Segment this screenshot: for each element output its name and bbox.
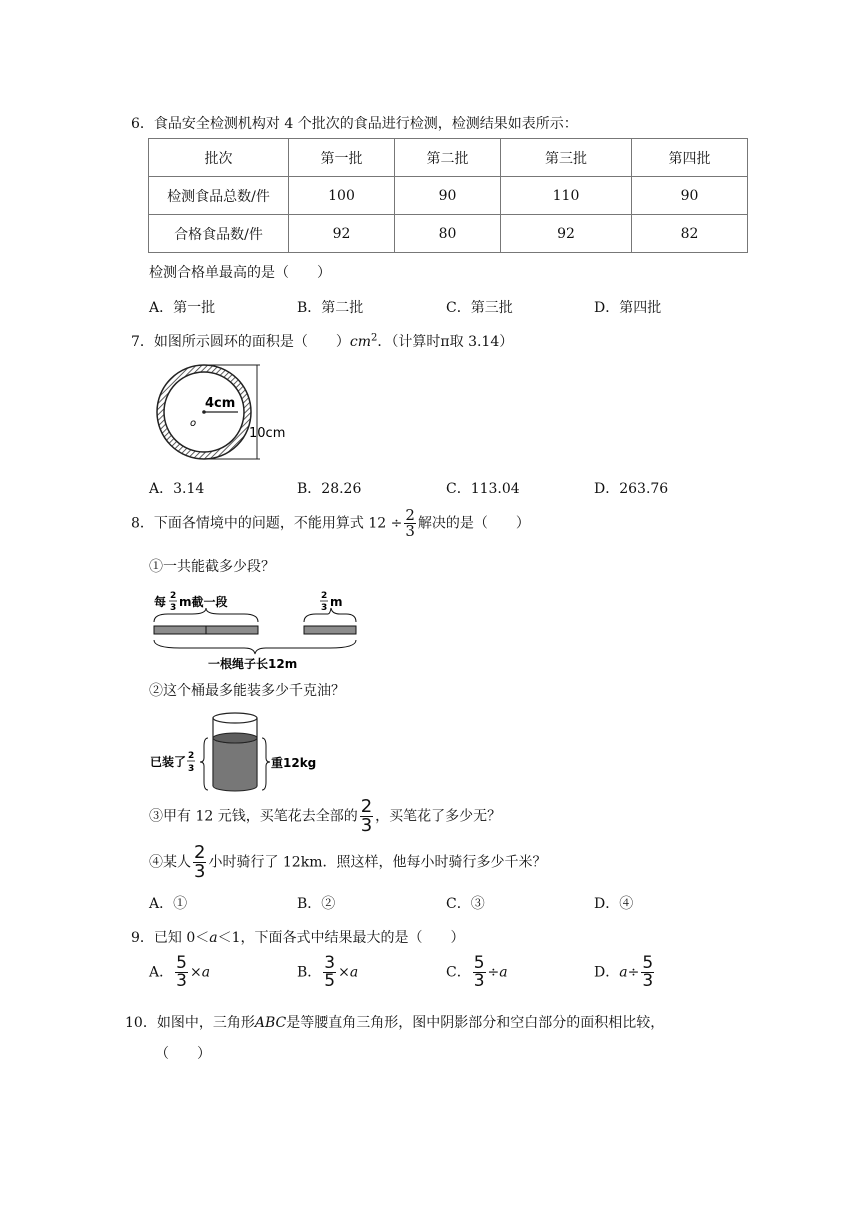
q7-unit: cm <box>349 334 372 350</box>
q7-stem-b: ．（计算时π取 3.14） <box>377 334 514 350</box>
left-brace <box>200 738 208 790</box>
table-cell: 第二批 <box>395 139 501 177</box>
table-cell: 第三批 <box>501 139 632 177</box>
q9-stem: 9．已知 0＜a＜1，下面各式中结果最大的是（ ） <box>131 930 465 946</box>
q8-option-d: D．④ <box>594 896 634 912</box>
ring-figure <box>150 360 286 468</box>
q6-option-c: C．第三批 <box>446 300 513 316</box>
table-cell: 80 <box>395 215 501 253</box>
table-cell: 批次 <box>149 139 289 177</box>
table-row <box>149 177 748 215</box>
table-cell: 82 <box>632 215 748 253</box>
rope-label-left-b: m截一段 <box>179 595 228 609</box>
rope-label-bottom: 一根绳子长12m <box>208 657 298 671</box>
fraction-two-thirds: $\frac{2}{3}$ <box>405 506 415 540</box>
inner-label: 4cm <box>205 396 236 411</box>
table-cell: 92 <box>501 215 632 253</box>
table-cell: 检测食品总数/件 <box>149 177 289 215</box>
q6-option-a: A．第一批 <box>149 300 216 316</box>
rope-frac-d: 3 <box>170 603 177 613</box>
q6-option-d: D．第四批 <box>594 300 662 316</box>
outer-label: 10cm <box>249 426 286 441</box>
q8-scenario-3: ③甲有 12 元钱，买笔花去全部的 $\frac{2}{3}$ ，买笔花了多少无？ <box>149 796 502 836</box>
q8-stem-a: 8．下面各情境中的问题，不能用算式 12 ÷ <box>131 515 403 532</box>
table-cell: 合格食品数/件 <box>149 215 289 253</box>
top-brace-right <box>304 608 356 622</box>
rope-figure <box>150 580 360 672</box>
q8-option-c: C．③ <box>446 896 485 912</box>
q9-option-d: D．a÷ $\frac{5}{3}$ <box>594 953 654 991</box>
inspection-table <box>148 138 748 253</box>
table-cell: 100 <box>289 177 395 215</box>
table-cell: 90 <box>632 177 748 215</box>
q7-exp: 2 <box>371 332 378 344</box>
svg-text:3: 3 <box>188 764 195 774</box>
q8-stem-b: 解决的是（ ） <box>417 515 530 532</box>
q7-stem <box>131 331 513 351</box>
q8-scenario-2: ②这个桶最多能装多少千克油？ <box>149 683 345 699</box>
q7-option-a: A．3.14 <box>149 481 205 497</box>
bucket-label-left: 已装了 <box>150 755 187 769</box>
table-cell: 110 <box>501 177 632 215</box>
q8-option-b: B．② <box>297 896 336 912</box>
table-row <box>149 215 748 253</box>
q6-option-b: B．第二批 <box>297 300 364 316</box>
q8-stem <box>131 508 530 539</box>
q9-option-a: A． $\frac{5}{3}$ ×a <box>149 953 211 991</box>
bucket-label-right: 重12kg <box>271 756 317 770</box>
center-label: o <box>190 418 197 429</box>
q8-option-a: A．① <box>149 896 188 912</box>
q10-stem: 10．如图中，三角形ABC是等腰直角三角形，图中阴影部分和空白部分的面积相比较， <box>125 1015 665 1031</box>
q8-scenario-1: ①一共能截多少段？ <box>149 559 275 575</box>
rope-frac-n: 2 <box>170 591 177 601</box>
rope-segment <box>206 626 258 634</box>
rope-segment <box>304 626 356 634</box>
table-cell: 第一批 <box>289 139 395 177</box>
q8-scenario-4: ④某人 $\frac{2}{3}$ 小时骑行了 12km．照这样，他每小时骑行多少千米？ <box>149 842 547 882</box>
q6-sub: 检测合格单最高的是（ ） <box>149 265 331 281</box>
bucket-top <box>213 713 257 723</box>
q7-option-d: D．263.76 <box>594 481 669 497</box>
svg-text:2: 2 <box>188 751 195 761</box>
rope-label-right: m <box>330 595 343 609</box>
table-row <box>149 139 748 177</box>
q9-option-c: C． $\frac{5}{3}$ ÷a <box>446 953 508 991</box>
fraction-two-thirds: $\frac{2}{3}$ <box>194 842 206 882</box>
bottom-brace <box>154 640 356 654</box>
q6-stem: 6．食品安全检测机构对 4 个批次的食品进行检测，检测结果如表所示： <box>131 116 578 132</box>
oil-fill <box>213 738 257 791</box>
fraction-two-thirds: $\frac{2}{3}$ <box>360 796 373 836</box>
q7-stem-a: 7．如图所示圆环的面积是（ ） <box>131 334 350 350</box>
bucket-figure <box>150 706 325 796</box>
rope-label-left-a: 每 <box>154 595 167 609</box>
table-cell: 92 <box>289 215 395 253</box>
rope-frac-right-d: 3 <box>321 603 328 613</box>
table-cell: 第四批 <box>632 139 748 177</box>
q7-option-c: C．113.04 <box>446 481 520 497</box>
q7-option-b: B．28.26 <box>297 481 362 497</box>
right-brace <box>262 738 270 790</box>
q9-option-b: B． $\frac{3}{5}$ ×a <box>297 953 359 991</box>
rope-frac-right-n: 2 <box>321 591 328 601</box>
table-cell: 90 <box>395 177 501 215</box>
q10-stem-line2: （ ） <box>155 1046 211 1062</box>
oil-surface <box>213 733 257 743</box>
rope-segment <box>154 626 206 634</box>
